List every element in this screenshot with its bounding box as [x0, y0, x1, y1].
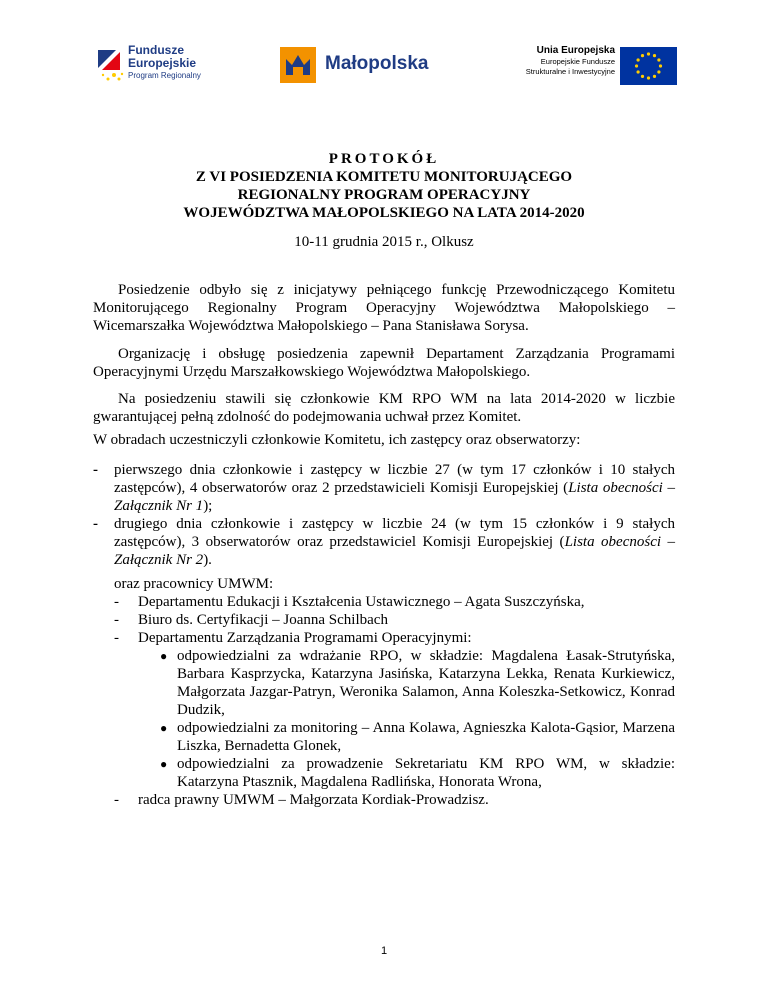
staff-dash: - [114, 630, 119, 646]
staff-item-operational-programmes: Departamentu Zarządzania Programami Operacyjnymi: [138, 630, 472, 646]
attendance-day-2 [114, 515, 675, 569]
eu-text [503, 45, 615, 77]
staff-dash: - [114, 612, 119, 628]
bullet-icon: ● [160, 721, 168, 735]
staff-intro: oraz pracownicy UMWM: [114, 576, 274, 592]
bullet-icon: ● [160, 649, 168, 663]
fundusze-europejskie-mark-icon [94, 44, 128, 84]
eu-line2: Europejskie Fundusze [540, 57, 615, 66]
attendance-day-2-tail: ). [203, 552, 212, 568]
bullet-implementation: odpowiedzialni za wdrażanie RPO, w składzie: Magdalena Łasak-Strutyńska, Barbara Kasprzycka, Katarzyna Jasińska, Katarzyna Lekka, Renata Kurkiewicz, Małgorzata Jazgar-Patryn, Weronika Salamon, Anna Koleszka-Setkowicz, Konrad Dudzik, [177, 648, 675, 718]
page-number: 1 [380, 945, 388, 957]
title-line-0: PROTOKÓŁ [328, 151, 440, 167]
paragraph-2: Organizację i obsługę posiedzenia zapewnił Departament Zarządzania Programami Operacyjnymi Urzędu Marszałkowskiego Województwa Małopolskiego. [93, 346, 675, 380]
attendance-day-1 [114, 461, 675, 515]
bullet-monitoring: odpowiedzialni za monitoring – Anna Kolawa, Agnieszka Kalota-Gąsior, Marzena Liszka, Bernadetta Glonek, [177, 720, 675, 754]
fundusze-europejskie-text [128, 44, 201, 81]
eu-logo [503, 45, 678, 85]
title-line-1: Z VI POSIEDZENIA KOMITETU MONITORUJĄCEGO [195, 169, 573, 185]
malopolska-crown-icon [280, 47, 316, 83]
fe-line1: Fundusze [128, 43, 184, 57]
eu-line1: Unia Europejska [536, 45, 615, 56]
title-line-3: WOJEWÓDZTWA MAŁOPOLSKIEGO NA LATA 2014-2020 [183, 205, 585, 221]
dash-marker: - [93, 462, 98, 478]
malopolska-name: Małopolska [325, 53, 429, 74]
staff-item-legal: radca prawny UMWM – Małgorzata Kordiak-Prowadzisz. [138, 792, 489, 808]
meeting-date: 10-11 grudnia 2015 r., Olkusz [294, 234, 474, 250]
attendance-day-1-annex: Lista obecności – Załącznik Nr 1 [114, 480, 675, 514]
fe-line2: Europejskie [128, 56, 197, 70]
eu-flag-icon [620, 47, 677, 85]
dash-marker: - [93, 516, 98, 532]
attendance-day-1-text: pierwszego dnia członkowie i zastępcy w liczbie 27 (w tym 17 członków i 10 stałych zastępców), 4 obserwatorów oraz 2 przedstawicieli Komisji Europejskiej ( [114, 462, 675, 496]
bullet-icon: ● [160, 757, 168, 771]
eu-line3: Strukturalne i Inwestycyjne [525, 67, 615, 76]
paragraph-4: W obradach uczestniczyli członkowie Komitetu, ich zastępcy oraz obserwatorzy: [93, 432, 581, 448]
bullet-secretariat: odpowiedzialni za prowadzenie Sekretariatu KM RPO WM, w składzie: Katarzyna Ptasznik, Magdalena Radlińska, Honorata Wrona, [177, 756, 675, 790]
title-line-2: REGIONALNY PROGRAM OPERACYJNY [237, 187, 531, 203]
fundusze-europejskie-logo [94, 44, 224, 84]
malopolska-logo [280, 47, 460, 83]
staff-item-certification: Biuro ds. Certyfikacji – Joanna Schilbach [138, 612, 388, 628]
attendance-day-2-annex: Lista obecności – Załącznik Nr 2 [114, 534, 675, 568]
paragraph-1: Posiedzenie odbyło się z inicjatywy pełniącego funkcję Przewodniczącego Komitetu Monitorującego Regionalny Program Operacyjny Województwa Małopolskiego – Wicemarszałka Województwa Małopolskiego – Pana Stanisława Sorysa. [93, 282, 675, 334]
attendance-day-2-text: drugiego dnia członkowie i zastępcy w liczbie 24 (w tym 15 członków i 9 stałych zastępców), 3 obserwatorów oraz przedstawiciel Komisji Europejskiej ( [114, 516, 675, 550]
attendance-day-1-tail: ); [203, 498, 213, 514]
fe-line3: Program Regionalny [128, 71, 201, 80]
staff-item-education: Departamentu Edukacji i Kształcenia Ustawicznego – Agata Suszczyńska, [138, 594, 585, 610]
staff-dash: - [114, 594, 119, 610]
staff-dash: - [114, 792, 119, 808]
paragraph-3: Na posiedzeniu stawili się członkowie KM RPO WM na lata 2014-2020 w liczbie gwarantującej pełną zdolność do podejmowania uchwał przez Komitet. [93, 391, 675, 425]
